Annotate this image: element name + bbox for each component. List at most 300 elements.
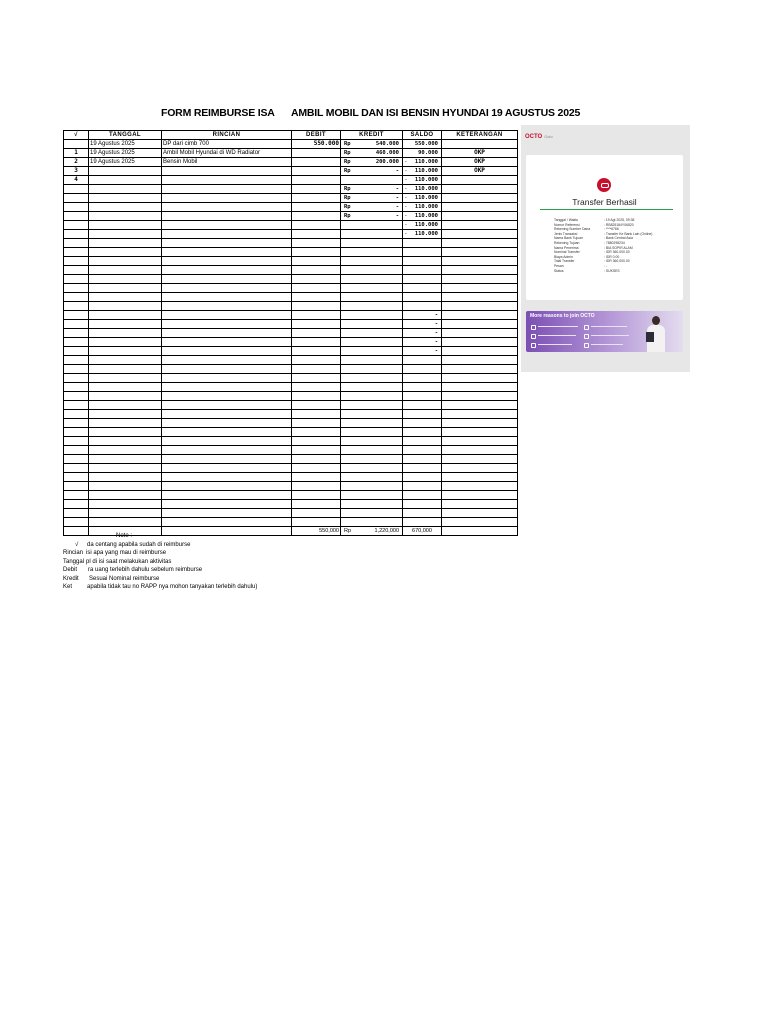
cell-saldo: - bbox=[403, 329, 442, 338]
cell-saldo: - 110.000 bbox=[403, 203, 442, 212]
cell-rincian bbox=[162, 275, 292, 284]
promo-item-icon bbox=[584, 325, 589, 330]
table-row bbox=[64, 230, 518, 239]
cell-rincian bbox=[162, 194, 292, 203]
table-row bbox=[64, 149, 518, 158]
receipt-field: Nominal Transfer : IDR 360,000.00 bbox=[554, 250, 630, 255]
cell-empty bbox=[341, 491, 403, 500]
cell-empty bbox=[64, 518, 89, 527]
table-row bbox=[64, 185, 518, 194]
cell-tanggal bbox=[89, 311, 162, 320]
cell-tanggal: 19 Agustus 2025 bbox=[89, 149, 162, 158]
cell-keterangan: OKP bbox=[442, 167, 518, 176]
cell-empty bbox=[64, 446, 89, 455]
cell-tanggal bbox=[89, 302, 162, 311]
header-keterangan: KETERANGAN bbox=[442, 131, 518, 140]
table-row bbox=[64, 500, 518, 509]
cell-empty bbox=[162, 356, 292, 365]
promo-banner bbox=[526, 311, 683, 352]
cell-empty bbox=[64, 500, 89, 509]
cell-empty bbox=[64, 383, 89, 392]
table-row bbox=[64, 401, 518, 410]
cell-tanggal bbox=[89, 284, 162, 293]
cell-debit bbox=[292, 185, 341, 194]
cell-empty bbox=[89, 455, 162, 464]
cell-rincian bbox=[162, 221, 292, 230]
table-row bbox=[64, 437, 518, 446]
cell-empty bbox=[89, 428, 162, 437]
cell-keterangan bbox=[442, 212, 518, 221]
receipt-field: Jenis Transaksi : Transfer Ke Bank Lain (Online) bbox=[554, 231, 653, 236]
cell-saldo bbox=[403, 266, 442, 275]
cell-empty bbox=[292, 500, 341, 509]
cell-kredit bbox=[341, 275, 403, 284]
cell-debit bbox=[292, 257, 341, 266]
cell-empty bbox=[442, 383, 518, 392]
cell-empty bbox=[341, 446, 403, 455]
cell-tanggal bbox=[89, 347, 162, 356]
cell-empty bbox=[341, 455, 403, 464]
cell-tanggal bbox=[89, 329, 162, 338]
cell-empty bbox=[292, 392, 341, 401]
transfer-receipt-image bbox=[521, 125, 690, 372]
cell-tanggal bbox=[89, 239, 162, 248]
cell-empty bbox=[292, 374, 341, 383]
cell-check bbox=[64, 221, 89, 230]
receipt-field: Total Transfer : IDR 360,000.00 bbox=[554, 259, 630, 264]
cell-rincian bbox=[162, 347, 292, 356]
cell-tanggal bbox=[89, 185, 162, 194]
cell-tanggal bbox=[89, 221, 162, 230]
cell-keterangan: OKP bbox=[442, 149, 518, 158]
cell-kredit: Rp - bbox=[341, 203, 403, 212]
cell-empty bbox=[162, 500, 292, 509]
cell-kredit: Rp - bbox=[341, 167, 403, 176]
cell-empty bbox=[89, 410, 162, 419]
cell-empty bbox=[292, 473, 341, 482]
cell-empty bbox=[403, 500, 442, 509]
cell-saldo bbox=[403, 239, 442, 248]
cell-check bbox=[64, 266, 89, 275]
promo-person-image bbox=[644, 316, 668, 352]
note-key: Kredit bbox=[63, 575, 79, 582]
cell-empty bbox=[442, 428, 518, 437]
table-row bbox=[64, 284, 518, 293]
cell-empty bbox=[64, 455, 89, 464]
note-key: Rincian bbox=[63, 550, 84, 556]
cell-empty bbox=[64, 410, 89, 419]
cell-tanggal bbox=[89, 266, 162, 275]
cell-empty bbox=[89, 374, 162, 383]
cell-empty bbox=[89, 518, 162, 527]
cell-empty bbox=[162, 446, 292, 455]
cell-saldo bbox=[403, 293, 442, 302]
cell-check bbox=[64, 194, 89, 203]
cell-kredit bbox=[341, 230, 403, 239]
cell-empty bbox=[292, 482, 341, 491]
cell-debit bbox=[292, 302, 341, 311]
promo-item-icon bbox=[531, 334, 536, 339]
cell-check bbox=[64, 338, 89, 347]
cell-saldo bbox=[403, 302, 442, 311]
cell-empty bbox=[162, 419, 292, 428]
form-subject: AMBIL MOBIL DAN ISI BENSIN HYUNDAI 19 AGUSTUS 2025 bbox=[291, 107, 581, 119]
cell-rincian bbox=[162, 167, 292, 176]
note-text: Sesuai Nominal reimburse bbox=[89, 575, 160, 582]
cell-keterangan bbox=[442, 221, 518, 230]
cell-check bbox=[64, 257, 89, 266]
bank-badge-icon bbox=[597, 178, 611, 192]
table-row bbox=[64, 446, 518, 455]
reimburse-table bbox=[63, 130, 518, 536]
cell-empty bbox=[403, 401, 442, 410]
cell-saldo: - bbox=[403, 347, 442, 356]
note-text: isi apa yang mau di reimburse bbox=[86, 550, 167, 556]
cell-keterangan bbox=[442, 239, 518, 248]
cell-saldo: - bbox=[403, 320, 442, 329]
table-row bbox=[64, 329, 518, 338]
cell-rincian: Bensin Mobil bbox=[162, 158, 292, 167]
cell-empty bbox=[403, 509, 442, 518]
note-key: Debit bbox=[63, 567, 78, 573]
cell-empty bbox=[162, 437, 292, 446]
table-row bbox=[64, 338, 518, 347]
cell-keterangan bbox=[442, 230, 518, 239]
cell-empty bbox=[442, 527, 518, 536]
cell-check bbox=[64, 230, 89, 239]
cell-check bbox=[64, 347, 89, 356]
cell-debit bbox=[292, 221, 341, 230]
header-check: √ bbox=[64, 131, 89, 140]
cell-empty bbox=[341, 473, 403, 482]
cell-rincian bbox=[162, 248, 292, 257]
cell-empty bbox=[64, 392, 89, 401]
cell-keterangan: OKP bbox=[442, 158, 518, 167]
table-row bbox=[64, 212, 518, 221]
cell-empty bbox=[403, 491, 442, 500]
cell-tanggal bbox=[89, 248, 162, 257]
receipt-field: Rekening Tujuan : 7880298234 bbox=[554, 240, 625, 245]
cell-debit bbox=[292, 311, 341, 320]
cell-tanggal bbox=[89, 257, 162, 266]
cell-kredit bbox=[341, 266, 403, 275]
table-row bbox=[64, 455, 518, 464]
table-row bbox=[64, 167, 518, 176]
table-row bbox=[64, 266, 518, 275]
cell-debit bbox=[292, 230, 341, 239]
cell-empty bbox=[162, 428, 292, 437]
cell-saldo bbox=[403, 257, 442, 266]
cell-kredit: Rp - bbox=[341, 212, 403, 221]
cell-check bbox=[64, 302, 89, 311]
cell-keterangan bbox=[442, 194, 518, 203]
cell-check bbox=[64, 212, 89, 221]
cell-empty bbox=[162, 473, 292, 482]
cell-check bbox=[64, 293, 89, 302]
table-row bbox=[64, 311, 518, 320]
promo-item-icon bbox=[531, 343, 536, 348]
receipt-field: Nama Penerima : BIA SOPIR ALAM bbox=[554, 245, 633, 250]
cell-empty bbox=[64, 473, 89, 482]
promo-item-icon bbox=[531, 325, 536, 330]
cell-saldo: - 110.000 bbox=[403, 176, 442, 185]
cell-check bbox=[64, 140, 89, 149]
cell-keterangan bbox=[442, 275, 518, 284]
cell-empty bbox=[403, 473, 442, 482]
receipt-field: Tanggal / Waktu : 19 Agt 2025, 09:38 bbox=[554, 218, 635, 222]
cell-empty bbox=[403, 464, 442, 473]
cell-tanggal bbox=[89, 293, 162, 302]
table-row bbox=[64, 383, 518, 392]
cell-rincian bbox=[162, 203, 292, 212]
cell-empty bbox=[89, 464, 162, 473]
cell-empty bbox=[292, 446, 341, 455]
cell-empty bbox=[64, 374, 89, 383]
note-text: ra uang terlebih dahulu sebelum reimburse bbox=[88, 567, 203, 573]
table-row bbox=[64, 239, 518, 248]
cell-empty bbox=[64, 419, 89, 428]
cell-rincian bbox=[162, 302, 292, 311]
note-text: apabila tidak tau no RAPP nya mohon tanyakan terlebih dahulu) bbox=[87, 584, 258, 590]
cell-empty bbox=[403, 437, 442, 446]
cell-check: 2 bbox=[64, 158, 89, 167]
cell-saldo: - 110.000 bbox=[403, 230, 442, 239]
cell-rincian bbox=[162, 257, 292, 266]
cell-empty bbox=[89, 401, 162, 410]
cell-empty bbox=[442, 464, 518, 473]
cell-empty bbox=[403, 446, 442, 455]
table-row bbox=[64, 473, 518, 482]
total-debit: 550,000 bbox=[292, 527, 341, 536]
cell-empty bbox=[292, 509, 341, 518]
cell-empty bbox=[403, 365, 442, 374]
cell-empty bbox=[292, 401, 341, 410]
table-row bbox=[64, 356, 518, 365]
cell-saldo bbox=[403, 248, 442, 257]
cell-rincian bbox=[162, 176, 292, 185]
total-saldo: 670,000 bbox=[403, 527, 442, 536]
cell-empty bbox=[292, 437, 341, 446]
cell-empty bbox=[403, 356, 442, 365]
table-row bbox=[64, 419, 518, 428]
cell-empty bbox=[162, 509, 292, 518]
cell-kredit bbox=[341, 284, 403, 293]
table-row bbox=[64, 140, 518, 149]
note-text: pl di isi saat melakukan aktivitas bbox=[86, 558, 172, 565]
cell-empty bbox=[64, 401, 89, 410]
cell-empty bbox=[162, 491, 292, 500]
cell-tanggal bbox=[89, 203, 162, 212]
cell-tanggal bbox=[89, 275, 162, 284]
cell-empty bbox=[89, 383, 162, 392]
cell-empty bbox=[162, 410, 292, 419]
note-key: √ bbox=[75, 541, 79, 548]
cell-debit bbox=[292, 194, 341, 203]
cell-keterangan bbox=[442, 347, 518, 356]
receipt-card bbox=[526, 155, 683, 300]
notes-heading: Note : bbox=[116, 533, 133, 539]
cell-empty bbox=[89, 392, 162, 401]
cell-kredit: Rp - bbox=[341, 194, 403, 203]
octo-logo: OCTO Octo bbox=[525, 134, 553, 140]
note-key: Ket bbox=[63, 584, 73, 590]
cell-tanggal: 19 Agustus 2025 bbox=[89, 158, 162, 167]
cell-rincian bbox=[162, 311, 292, 320]
cell-empty bbox=[403, 410, 442, 419]
cell-keterangan bbox=[442, 320, 518, 329]
cell-empty bbox=[292, 356, 341, 365]
cell-kredit bbox=[341, 293, 403, 302]
table-row bbox=[64, 194, 518, 203]
cell-kredit: Rp 200.000 bbox=[341, 158, 403, 167]
cell-empty bbox=[64, 491, 89, 500]
receipt-field: Status : SUKSES bbox=[554, 268, 620, 273]
cell-empty bbox=[341, 509, 403, 518]
table-row bbox=[64, 392, 518, 401]
cell-kredit: Rp 540.000 bbox=[341, 140, 403, 149]
table-row bbox=[64, 347, 518, 356]
cell-empty bbox=[292, 455, 341, 464]
cell-debit bbox=[292, 329, 341, 338]
cell-debit bbox=[292, 293, 341, 302]
cell-empty bbox=[64, 527, 89, 536]
cell-saldo: - bbox=[403, 311, 442, 320]
cell-empty bbox=[442, 419, 518, 428]
cell-kredit bbox=[341, 239, 403, 248]
cell-debit bbox=[292, 284, 341, 293]
cell-check bbox=[64, 248, 89, 257]
cell-empty bbox=[442, 491, 518, 500]
cell-check: 1 bbox=[64, 149, 89, 158]
table-row bbox=[64, 176, 518, 185]
cell-rincian bbox=[162, 239, 292, 248]
cell-empty bbox=[442, 482, 518, 491]
cell-empty bbox=[341, 365, 403, 374]
cell-empty bbox=[403, 374, 442, 383]
cell-debit bbox=[292, 167, 341, 176]
cell-kredit: Rp 460.000 bbox=[341, 149, 403, 158]
promo-item-icon bbox=[584, 334, 589, 339]
receipt-field: Pesan : - bbox=[554, 263, 608, 268]
table-row bbox=[64, 320, 518, 329]
table-row bbox=[64, 365, 518, 374]
cell-kredit bbox=[341, 320, 403, 329]
cell-empty bbox=[403, 383, 442, 392]
cell-empty bbox=[89, 500, 162, 509]
cell-empty bbox=[442, 455, 518, 464]
cell-empty bbox=[162, 464, 292, 473]
cell-empty bbox=[442, 410, 518, 419]
cell-empty bbox=[341, 374, 403, 383]
total-kredit: Rp 1,220,000 bbox=[341, 527, 403, 536]
table-row bbox=[64, 203, 518, 212]
cell-empty bbox=[162, 455, 292, 464]
cell-empty bbox=[442, 356, 518, 365]
cell-saldo: 90.000 bbox=[403, 149, 442, 158]
cell-tanggal bbox=[89, 176, 162, 185]
cell-debit bbox=[292, 266, 341, 275]
promo-title: More reasons to join OCTO bbox=[530, 313, 595, 319]
cell-saldo: - 110.000 bbox=[403, 212, 442, 221]
cell-empty bbox=[292, 464, 341, 473]
cell-debit bbox=[292, 158, 341, 167]
cell-rincian bbox=[162, 293, 292, 302]
cell-kredit bbox=[341, 311, 403, 320]
cell-empty bbox=[89, 356, 162, 365]
cell-kredit: Rp - bbox=[341, 185, 403, 194]
cell-keterangan bbox=[442, 311, 518, 320]
cell-empty bbox=[341, 401, 403, 410]
cell-rincian bbox=[162, 284, 292, 293]
cell-tanggal bbox=[89, 167, 162, 176]
cell-kredit bbox=[341, 176, 403, 185]
cell-empty bbox=[162, 518, 292, 527]
table-row bbox=[64, 275, 518, 284]
cell-empty bbox=[162, 383, 292, 392]
cell-check bbox=[64, 239, 89, 248]
cell-empty bbox=[403, 428, 442, 437]
cell-check: 4 bbox=[64, 176, 89, 185]
table-row bbox=[64, 158, 518, 167]
cell-empty bbox=[89, 473, 162, 482]
cell-check bbox=[64, 320, 89, 329]
cell-empty bbox=[64, 365, 89, 374]
cell-kredit bbox=[341, 248, 403, 257]
header-tanggal: TANGGAL bbox=[89, 131, 162, 140]
note-key: Tanggal bbox=[63, 558, 85, 565]
cell-empty bbox=[341, 437, 403, 446]
cell-empty bbox=[442, 509, 518, 518]
header-kredit: KREDIT bbox=[341, 131, 403, 140]
cell-debit bbox=[292, 320, 341, 329]
cell-kredit bbox=[341, 338, 403, 347]
cell-keterangan bbox=[442, 329, 518, 338]
cell-empty bbox=[162, 374, 292, 383]
cell-check bbox=[64, 311, 89, 320]
cell-empty bbox=[89, 437, 162, 446]
cell-empty bbox=[442, 446, 518, 455]
table-row bbox=[64, 518, 518, 527]
cell-saldo: - 110.000 bbox=[403, 158, 442, 167]
cell-empty bbox=[89, 482, 162, 491]
cell-keterangan bbox=[442, 185, 518, 194]
cell-empty bbox=[292, 428, 341, 437]
cell-check: 3 bbox=[64, 167, 89, 176]
cell-saldo bbox=[403, 275, 442, 284]
cell-rincian bbox=[162, 320, 292, 329]
cell-rincian: Ambil Mobil Hyundai di WD Radiator bbox=[162, 149, 292, 158]
header-debit: DEBIT bbox=[292, 131, 341, 140]
cell-empty bbox=[341, 428, 403, 437]
cell-tanggal bbox=[89, 338, 162, 347]
table-row bbox=[64, 221, 518, 230]
cell-empty bbox=[341, 482, 403, 491]
cell-empty bbox=[442, 392, 518, 401]
table-row bbox=[64, 482, 518, 491]
cell-empty bbox=[403, 392, 442, 401]
cell-kredit bbox=[341, 302, 403, 311]
cell-empty bbox=[162, 365, 292, 374]
receipt-divider bbox=[540, 209, 673, 210]
cell-tanggal bbox=[89, 194, 162, 203]
cell-empty bbox=[442, 365, 518, 374]
cell-rincian bbox=[162, 230, 292, 239]
cell-saldo: - 110.000 bbox=[403, 185, 442, 194]
cell-debit bbox=[292, 248, 341, 257]
cell-empty bbox=[341, 419, 403, 428]
cell-tanggal bbox=[89, 320, 162, 329]
cell-empty bbox=[341, 500, 403, 509]
